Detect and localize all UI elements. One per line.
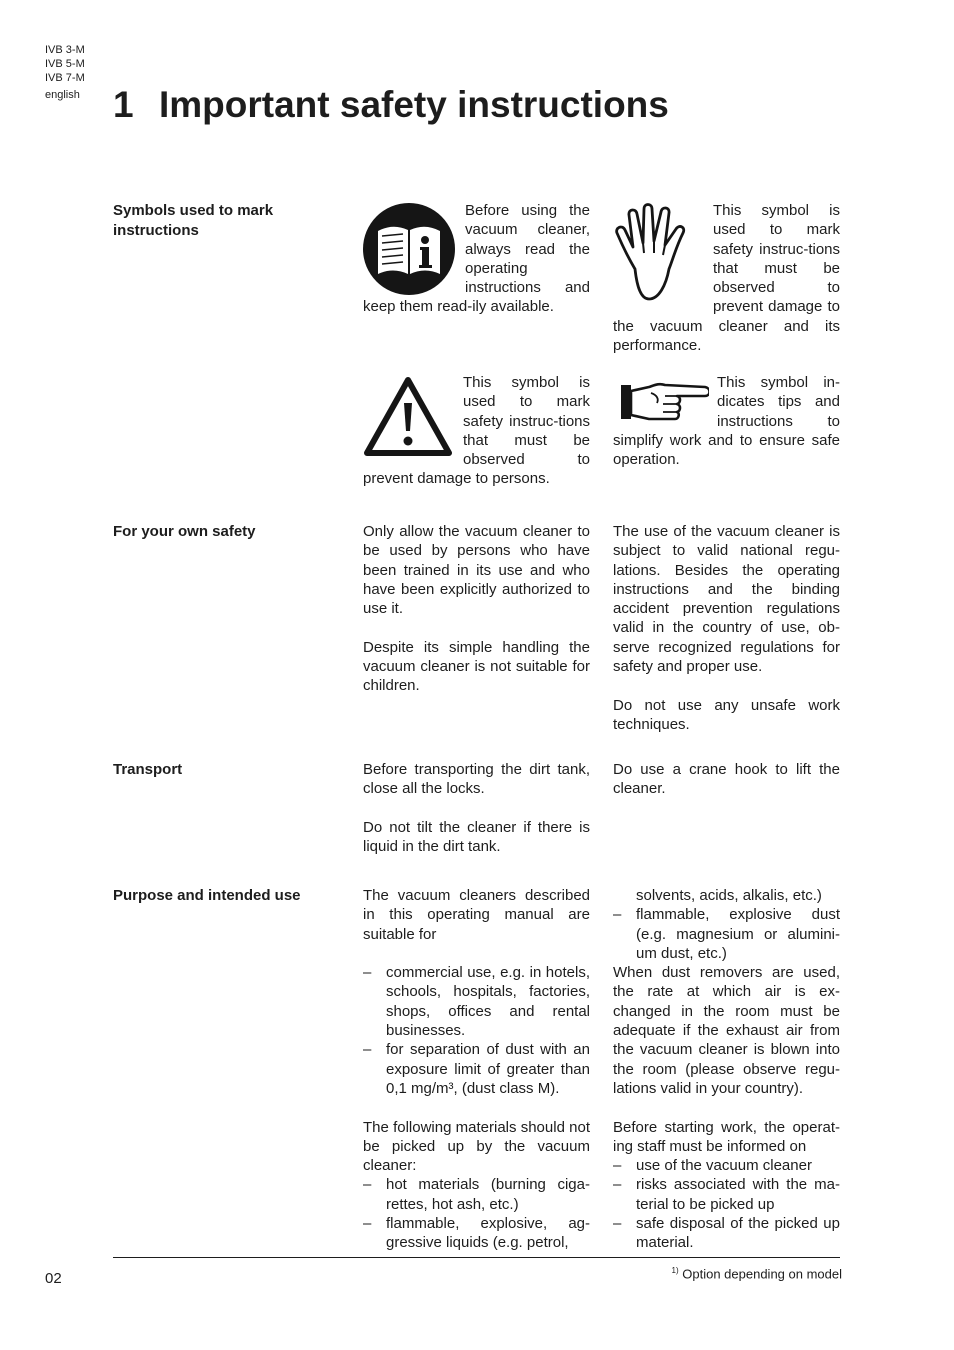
symbol-pointer-text: This symbol in-dicates tips and instructions to simplify work and to ensure safe operation. [613,374,840,469]
paragraph: Only allow the vacuum cleaner to be used by persons who have been trained in its use and who have been explicitly authorized to use it. [363,523,590,618]
symbol-manual-text: Before using the vacuum cleaner, always read the operating instructions and keep them read-ily available. [363,202,590,316]
pointing-hand-icon [619,379,709,425]
transport-column-left [363,760,590,856]
paragraph: Before starting work, the operat-ing staff must be informed on [613,1118,840,1155]
section-heading-transport: Transport [113,761,183,778]
paragraph: Do not use any unsafe work techniques. [613,696,840,733]
list-item: – commercial use, e.g. in hotels, schools, hospitals, factories, shops, offices and rental businesses. [363,963,590,1040]
manual-info-icon [363,203,455,295]
purpose-column-right [613,886,840,1253]
section-heading-symbols: Symbols used to mark instructions [113,202,274,239]
chapter-number: 1 [113,84,134,125]
list-item: – hot materials (burning ciga-rettes, hot ash, etc.) [363,1175,590,1214]
paragraph: Do use a crane hook to lift the cleaner. [613,761,840,798]
footnote-text: Option depending on model [682,1266,842,1282]
not-picked-list [363,1175,590,1252]
own-safety-column-left [363,522,590,696]
uses-list [363,963,590,1098]
list-item-continuation: solvents, acids, alkalis, etc.) [636,887,822,904]
paragraph: The vacuum cleaners described in this operating manual are suitable for [363,887,590,943]
symbol-hand-block [613,201,840,355]
language-label: english [45,89,80,101]
symbol-pointer-block [613,373,840,469]
symbol-manual-block [363,201,590,317]
paragraph: The use of the vacuum cleaner is subject to valid national regu-lations. Besides the operating instructions and the binding accident prevention regulations valid in the country of use, ob-serve recognized regulations for safety and proper use. [613,523,840,676]
paragraph: Before transporting the dirt tank, close all the locks. [363,761,590,798]
stop-hand-icon [613,203,703,303]
model-name: IVB 5-M [45,58,85,70]
model-name: IVB 7-M [45,72,85,84]
list-item: – risks associated with the ma-terial to be picked up [613,1175,840,1214]
purpose-column-left [363,886,590,1253]
list-item: – flammable, explosive, ag-gressive liquids (e.g. petrol, [363,1214,590,1253]
symbol-warning-block [363,373,590,489]
list-item: – flammable, explosive dust (e.g. magnesium or alumini-um dust, etc.) [613,905,840,963]
own-safety-column-right [613,522,840,734]
staff-info-list [613,1156,840,1252]
transport-column-right [613,760,840,799]
footnote-mark: 1) [671,1266,679,1275]
model-name: IVB 3-M [45,44,85,56]
warning-triangle-icon [363,375,453,457]
list-item: – for separation of dust with an exposure limit of greater than 0,1 mg/m³, (dust class M). [363,1040,590,1098]
section-heading-purpose: Purpose and intended use [113,887,301,904]
page-number: 02 [45,1270,62,1287]
symbol-warning-text: This symbol is used to mark safety instruc-tions that must be observed to prevent damage to persons. [363,374,590,488]
list-item: – safe disposal of the picked up material. [613,1214,840,1253]
paragraph: The following materials should not be picked up by the vacuum cleaner: [363,1118,590,1175]
paragraph: When dust removers are used, the rate at which air is ex-changed in the room must be adequate if the exhaust air from the vacuum cleaner is blown into the room (please observe regu-lations valid in your country). [613,964,840,1097]
list-item: – use of the vacuum cleaner [613,1156,840,1175]
section-heading-own-safety: For your own safety [113,523,256,540]
paragraph: Despite its simple handling the vacuum cleaner is not suitable for children. [363,638,590,695]
not-picked-list-continued [613,905,840,963]
page-title [113,84,669,126]
footer-divider [113,1257,840,1258]
chapter-title: Important safety instructions [159,84,669,125]
model-list [45,43,85,85]
symbol-hand-text: This symbol is used to mark safety instruc-tions that must be observed to prevent damage to the vacuum cleaner and its performance. [613,202,840,355]
paragraph: Do not tilt the cleaner if there is liquid in the dirt tank. [363,818,590,856]
footnote [672,1266,842,1281]
